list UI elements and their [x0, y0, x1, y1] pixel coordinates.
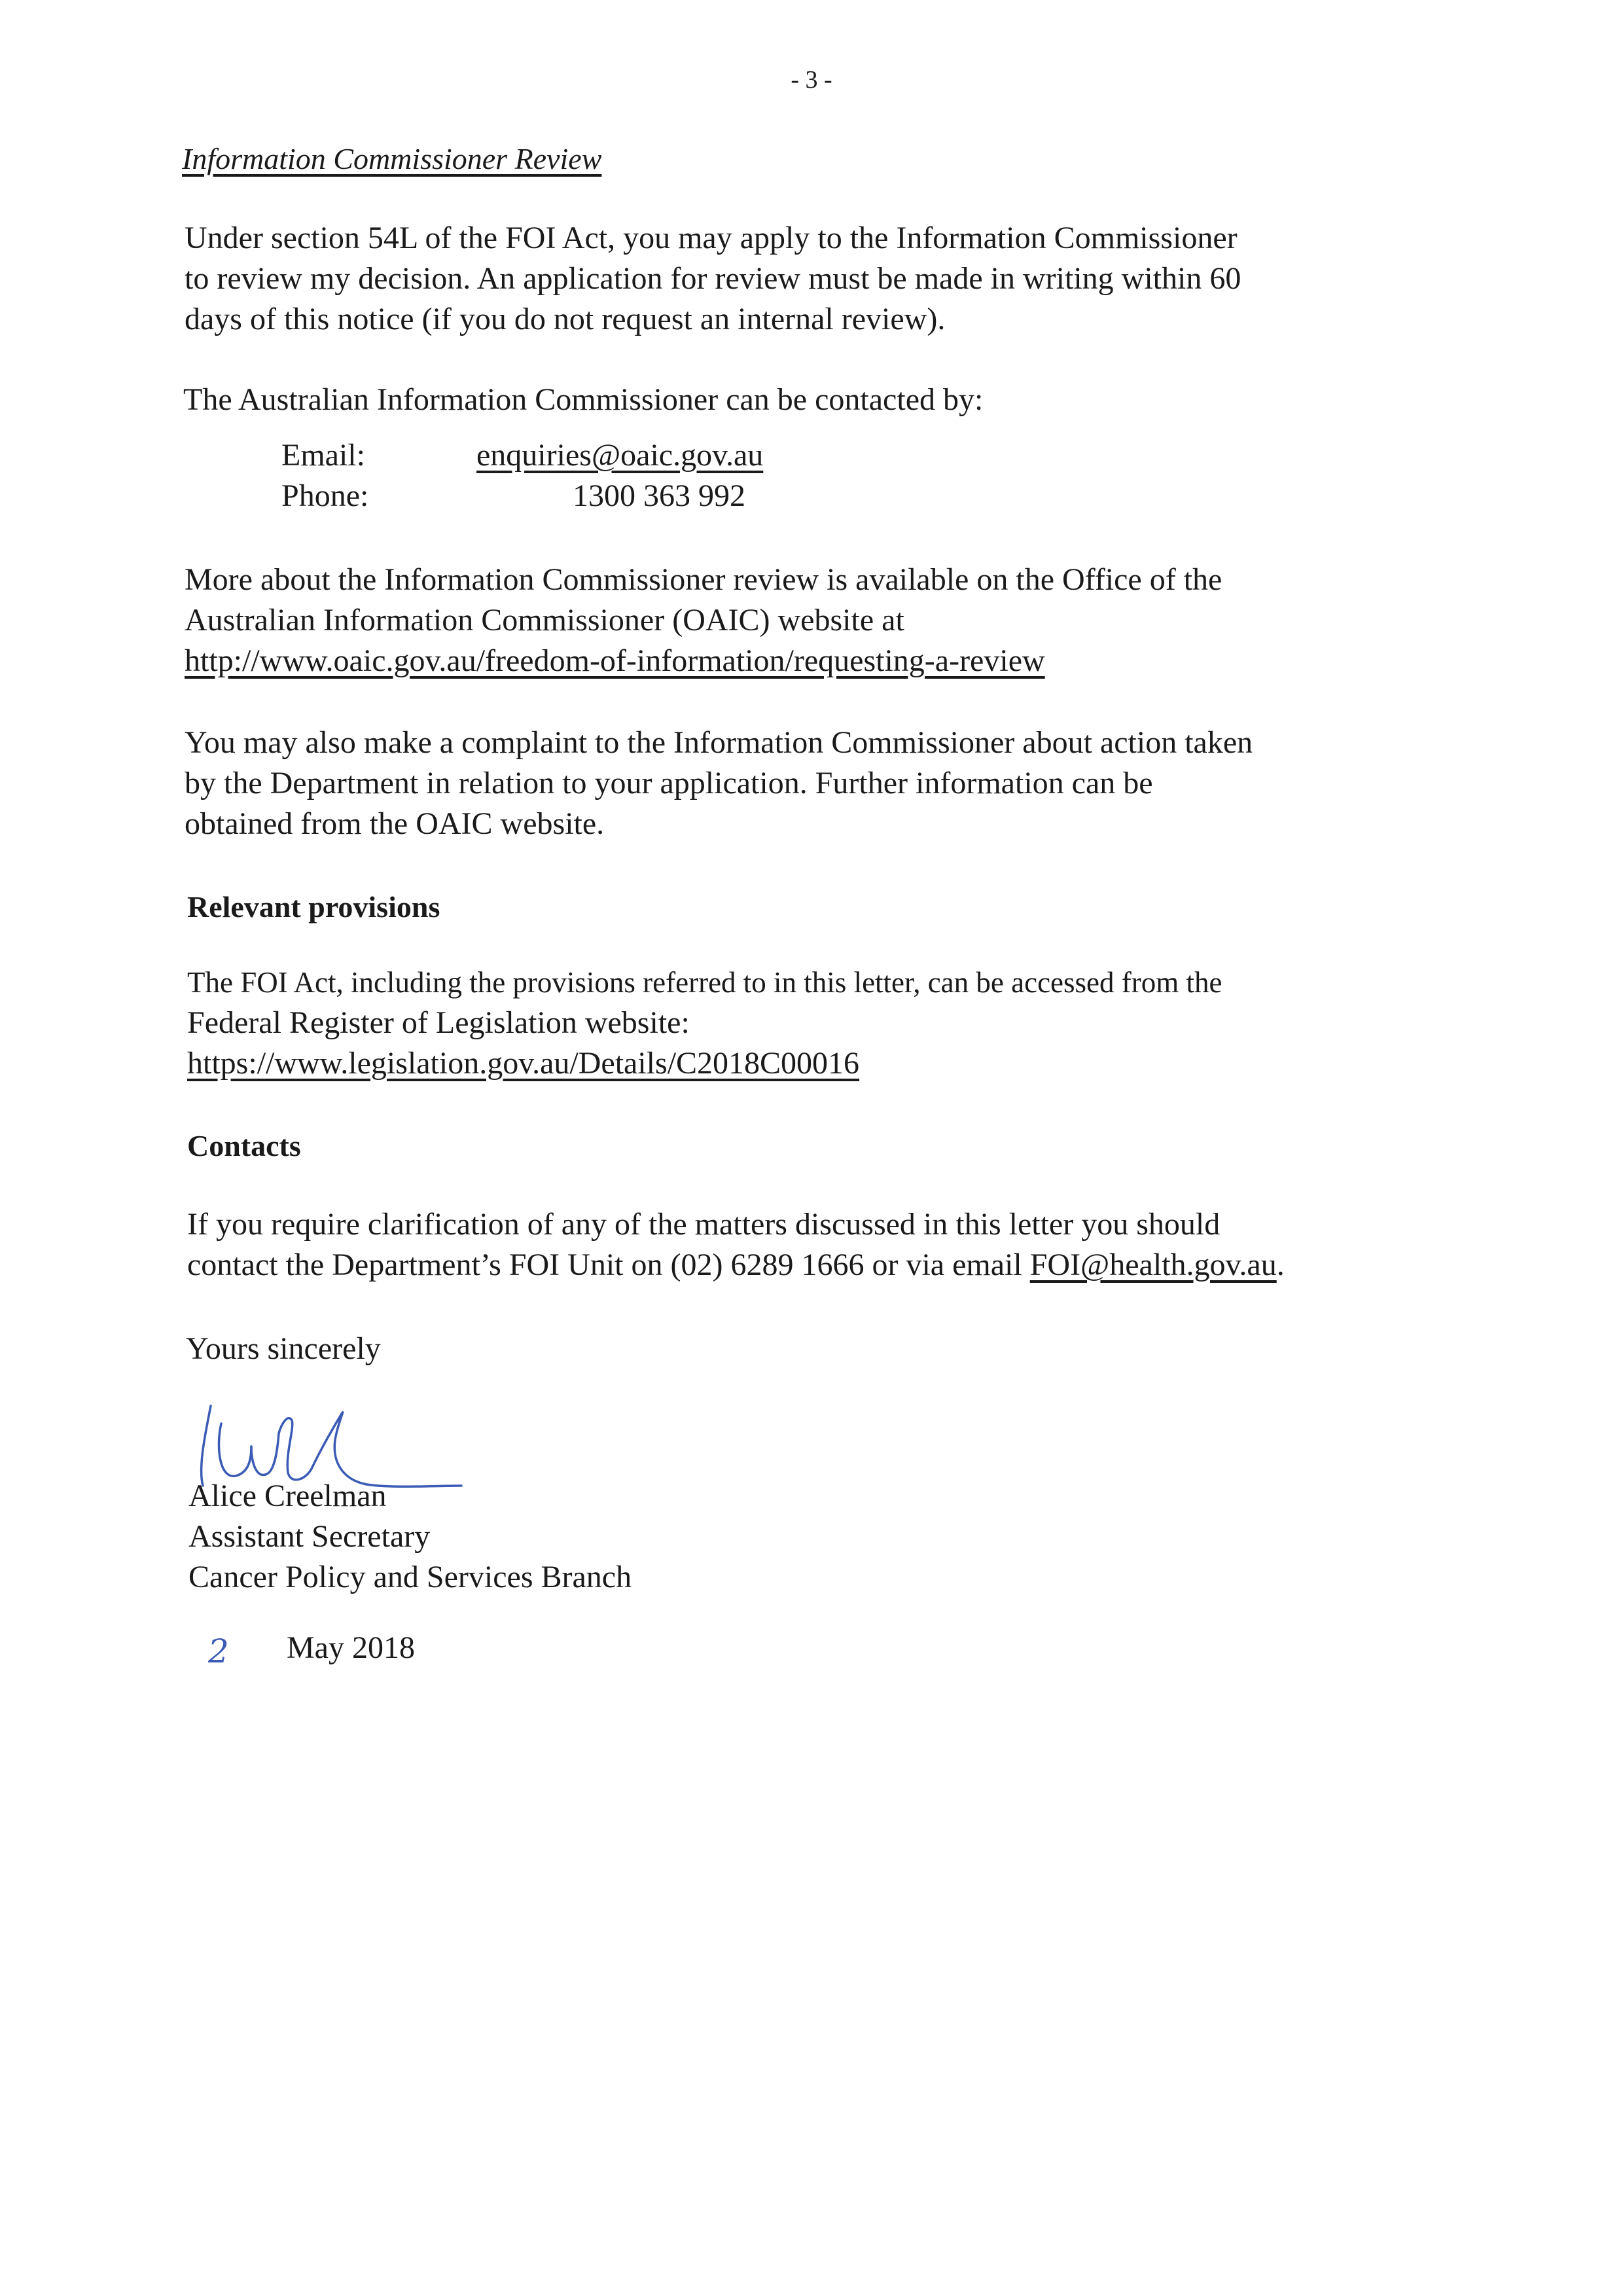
oaic-email-link[interactable]: enquiries@oaic.gov.au [476, 438, 764, 473]
contacts-line-end: . [1276, 1247, 1285, 1282]
legislation-link[interactable]: https://www.legislation.gov.au/Details/C2018C00016 [187, 1046, 860, 1081]
oaic-review-link[interactable]: http://www.oaic.gov.au/freedom-of-information/requesting-a-review [185, 643, 1045, 678]
email-label: Email: [281, 438, 365, 473]
complaint-line: by the Department in relation to your application. Further information can be [185, 766, 1153, 800]
salutation: Yours sincerely [186, 1331, 381, 1366]
more-info-line: Australian Information Commissioner (OAIC) website at [185, 603, 904, 637]
review-heading: Information Commissioner Review [182, 142, 602, 175]
signatory-name: Alice Creelman [188, 1479, 387, 1513]
phone-label: Phone: [281, 478, 369, 513]
letter-date: May 2018 [287, 1630, 415, 1665]
page-number: - 3 - [791, 66, 832, 94]
contacts-heading: Contacts [187, 1129, 301, 1162]
complaint-paragraph [185, 723, 1253, 844]
signatory-branch: Cancer Policy and Services Branch [188, 1560, 632, 1594]
contact-intro: The Australian Information Commissioner can be contacted by: [183, 382, 984, 417]
review-paragraph-line: days of this notice (if you do not request an internal review). [185, 302, 946, 336]
provisions-heading: Relevant provisions [187, 890, 440, 924]
review-paragraph [185, 218, 1241, 340]
signatory-title: Assistant Secretary [188, 1519, 431, 1554]
provisions-line: The FOI Act, including the provisions referred to in this letter, can be accessed from the [187, 966, 1222, 999]
more-info-line: More about the Information Commissioner review is available on the Office of the [185, 562, 1222, 597]
review-paragraph-line: to review my decision. An application for review must be made in writing within 60 [185, 261, 1241, 296]
signatory-block [188, 1476, 632, 1598]
contacts-line-text: contact the Department’s FOI Unit on (02) 6289 1666 or via email [187, 1247, 1030, 1282]
phone-value: 1300 363 992 [573, 478, 745, 513]
complaint-line: You may also make a complaint to the Information Commissioner about action taken [185, 725, 1253, 760]
contacts-line [187, 1245, 1285, 1285]
contacts-line: If you require clarification of any of the matters discussed in this letter you should [187, 1207, 1221, 1242]
complaint-line: obtained from the OAIC website. [185, 806, 605, 841]
provisions-paragraph [187, 962, 1222, 1084]
provisions-line: Federal Register of Legislation website: [187, 1005, 690, 1040]
review-paragraph-line: Under section 54L of the FOI Act, you may apply to the Information Commissioner [185, 221, 1238, 255]
foi-email-link[interactable]: FOI@health.gov.au [1029, 1247, 1277, 1282]
handwritten-date-day: 2 [208, 1632, 229, 1670]
more-info-paragraph [185, 560, 1222, 681]
contacts-paragraph [187, 1204, 1285, 1285]
